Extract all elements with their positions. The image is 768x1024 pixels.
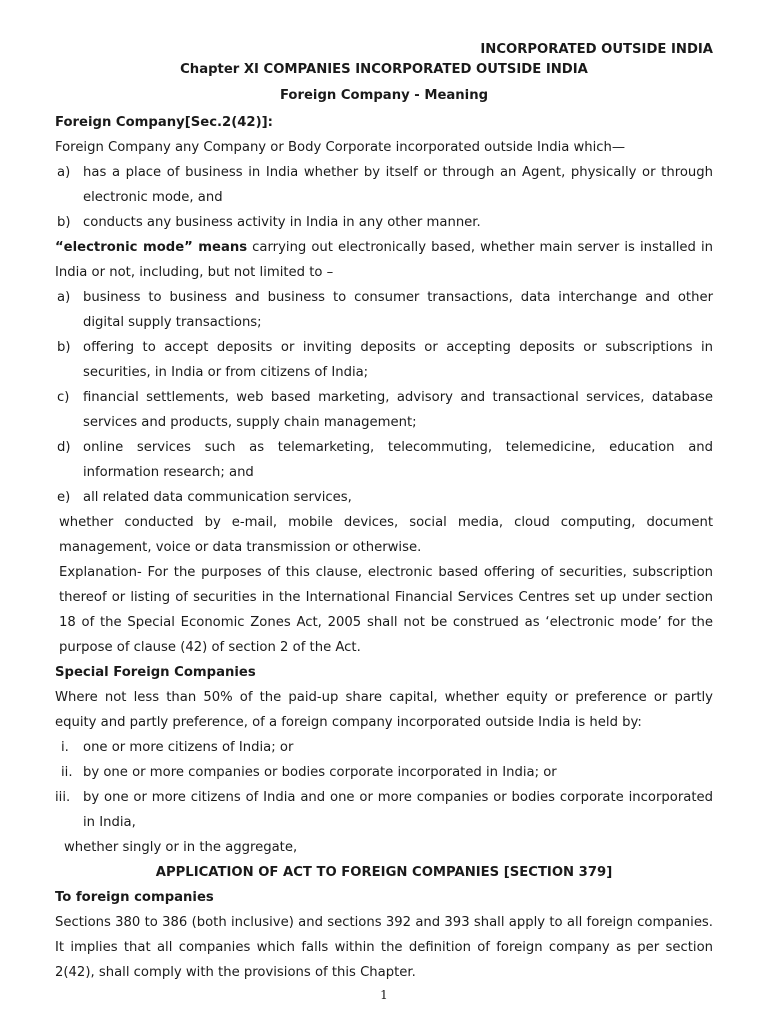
- list-marker: a): [57, 165, 71, 180]
- special-foreign-list: [55, 735, 713, 835]
- list-item: [55, 785, 713, 835]
- page-number: 1: [380, 988, 388, 1002]
- list-marker: i.: [61, 740, 69, 755]
- section-title: Foreign Company - Meaning: [279, 88, 489, 103]
- list-item-text: conducts any business activity in India in any other manner.: [83, 215, 481, 230]
- list-marker: a): [57, 290, 71, 305]
- application-body: Sections 380 to 386 (both inclusive) and sections 392 and 393 shall apply to all foreign companies. It implies that all companies which falls within the definition of foreign company as per section 2(42), shall comply with the provisions of this Chapter.: [55, 915, 713, 980]
- list-item: [55, 485, 713, 510]
- list-marker: iii.: [55, 790, 71, 805]
- foreign-company-list: [55, 160, 713, 235]
- list-item: [55, 760, 713, 785]
- list-marker: c): [57, 390, 70, 405]
- list-item: [55, 735, 713, 760]
- electronic-mode-list: [55, 285, 713, 510]
- list-marker: b): [57, 340, 71, 355]
- list-item: [55, 210, 713, 235]
- list-marker: ii.: [61, 765, 73, 780]
- list-item-text: business to business and business to consumer transactions, data interchange and other digital supply transactions;: [83, 290, 713, 330]
- special-foreign-intro: Where not less than 50% of the paid-up share capital, whether equity or preference or partly equity and partly preference, of a foreign company incorporated outside India is held by:: [55, 690, 713, 730]
- special-foreign-heading: Special Foreign Companies: [55, 665, 256, 680]
- list-item-text: financial settlements, web based marketing, advisory and transactional services, database services and products, supply chain management;: [83, 390, 713, 430]
- electronic-mode-definition: [55, 235, 713, 285]
- document-page: [55, 40, 713, 985]
- list-item-text: by one or more citizens of India and one or more companies or bodies corporate incorporated in India,: [83, 790, 713, 830]
- list-item-text: online services such as telemarketing, telecommuting, telemedicine, education and information research; and: [83, 440, 713, 480]
- list-item-text: by one or more companies or bodies corporate incorporated in India; or: [83, 765, 557, 780]
- list-marker: d): [57, 440, 71, 455]
- list-item-text: has a place of business in India whether by itself or through an Agent, physically or through electronic mode, and: [83, 165, 713, 205]
- chapter-title: Chapter XI COMPANIES INCORPORATED OUTSIDE INDIA: [180, 62, 588, 77]
- list-item-text: one or more citizens of India; or: [83, 740, 294, 755]
- list-item-text: all related data communication services,: [83, 490, 352, 505]
- list-item-text: offering to accept deposits or inviting deposits or accepting deposits or subscriptions in securities, in India or from citizens of India;: [83, 340, 713, 380]
- list-item: [55, 335, 713, 385]
- special-foreign-closing: whether singly or in the aggregate,: [64, 840, 298, 855]
- list-item: [55, 435, 713, 485]
- list-marker: e): [57, 490, 71, 505]
- application-subheading: To foreign companies: [55, 890, 214, 905]
- list-marker: b): [57, 215, 71, 230]
- list-item: [55, 385, 713, 435]
- foreign-company-heading: Foreign Company[Sec.2(42)]:: [55, 115, 273, 130]
- definition-text: carrying out electronically based, whether main server is installed in India or not, including, but not limited to –: [55, 240, 714, 280]
- application-heading: APPLICATION OF ACT TO FOREIGN COMPANIES [SECTION 379]: [155, 865, 613, 880]
- running-header: INCORPORATED OUTSIDE INDIA: [480, 42, 713, 57]
- electronic-mode-closing: whether conducted by e-mail, mobile devices, social media, cloud computing, document management, voice or data transmission or otherwise.: [59, 515, 713, 555]
- list-item: [55, 160, 713, 210]
- list-item: [55, 285, 713, 335]
- defined-term: “electronic mode” means: [55, 240, 248, 255]
- foreign-company-intro: Foreign Company any Company or Body Corporate incorporated outside India which—: [55, 140, 626, 155]
- explanation-paragraph: Explanation- For the purposes of this clause, electronic based offering of securities, subscription thereof or listing of securities in the International Financial Services Centres set up under section 18 of the Special Economic Zones Act, 2005 shall not be construed as ‘electronic mode’ for the purpose of clause (42) of section 2 of the Act.: [59, 565, 713, 655]
